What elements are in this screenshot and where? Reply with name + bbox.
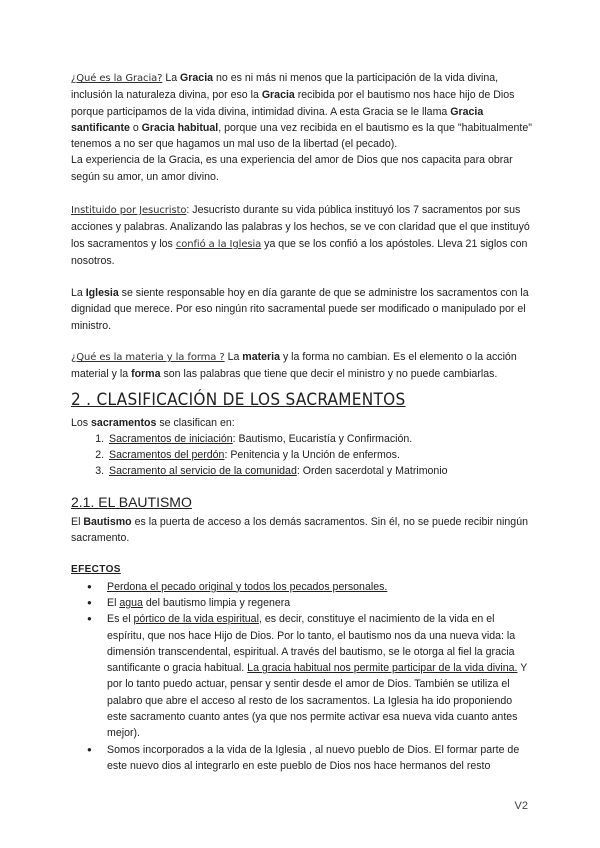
bold-term: sacramentos — [91, 416, 157, 429]
list-item-term: Sacramentos de iniciación — [109, 432, 233, 445]
text-run: recibida por el bautismo nos hace hijo de Dios porque participamos de la vida divina, intimidad divina. A esta Gracia se le llama — [71, 89, 515, 118]
bold-term: forma — [131, 368, 161, 381]
list-item-term: Sacramento al servicio de la comunidad — [109, 465, 297, 478]
text-run: El — [107, 596, 120, 609]
text-run: no es ni más ni menos que la participación de la vida divina, inclusión la naturaleza divina, por eso la — [71, 72, 499, 102]
materia-heading: ¿Qué es la materia y la forma ? — [71, 351, 225, 363]
text-run: es la puerta de acceso a los demás sacramentos. Sin él, no se puede recibir ningún sacramento. — [71, 515, 528, 545]
paragraph-clasificacion-intro — [71, 415, 533, 431]
section-heading-bautismo: 2.1. EL BAUTISMO — [71, 493, 192, 510]
list-item — [107, 447, 533, 463]
list-item-text: : Orden sacerdotal y Matrimonio — [296, 465, 448, 478]
list-item-text: : Penitencia y la Unción de enfermos. — [224, 449, 400, 462]
list-item-text: : Bautismo, Eucaristía y Confirmación. — [232, 432, 413, 445]
instituido-heading: Instituido por Jesucristo — [71, 205, 187, 217]
text-run: y la forma no cambian. Es el elemento o la acción material y la — [71, 350, 517, 381]
bold-term: Gracia habitual — [141, 121, 219, 134]
text-run: Y por lo tanto puedo actuar, pensar y sentir desde el amor de Dios. También se utiliza el palabro que abre el acceso al resto de los sacramentos. La Iglesia ha ido proponiendo este sacramento cuanto antes (ya que nos permite activar esa nueva vida cuanto antes mejor). — [107, 662, 528, 740]
text-run: ya que se los confió a los apóstoles. Lleva 21 siglos con nosotros. — [71, 238, 528, 268]
text-run: se siente responsable hoy en día garante de que se administre los sacramentos con la dignidad que merece. Por eso ningún rito sacramental puede ser modificado o manipulado por el ministro. — [71, 287, 529, 332]
list-item — [107, 579, 533, 595]
underlined-phrase: agua — [119, 596, 143, 609]
list-item-text: Perdona el pecado original y todos los pecados personales. — [107, 580, 388, 593]
page-footer-version: V2 — [514, 800, 528, 812]
bold-term: Gracia — [261, 89, 295, 102]
efectos-heading: EFECTOS — [71, 564, 121, 576]
text-run: se clasifican en: — [156, 416, 235, 429]
text-run: del bautismo limpia y regenera — [142, 596, 291, 609]
underlined-phrase: confió a la Iglesia — [175, 239, 262, 251]
bold-term: materia — [242, 350, 280, 363]
underlined-phrase: La gracia habitual nos permite participar de la vida divina. — [247, 662, 518, 675]
gracia-heading: ¿Qué es la Gracia? — [71, 73, 163, 84]
underlined-phrase: pórtico de la vida espiritual — [133, 613, 259, 626]
text-run: o — [129, 121, 142, 134]
bold-term: Iglesia — [85, 287, 119, 300]
bold-term: Gracia — [180, 72, 214, 84]
list-item-term: Sacramentos del perdón — [109, 449, 225, 462]
list-item-text: Somos incorporados a la vida de la Iglesia , al nuevo pueblo de Dios. El formar parte de este nuevo dios al integrarlo en este pueblo de Dios nos hace hermanos del resto — [107, 743, 520, 772]
list-item — [107, 611, 533, 741]
efectos-list — [71, 579, 533, 775]
text-run: Los — [71, 416, 92, 429]
text-run: son las palabras que tiene que decir el ministro y no puede cambiarlas. — [160, 368, 498, 381]
text-run: Es el — [107, 613, 134, 626]
paragraph-bautismo — [71, 514, 533, 547]
text-run: La — [71, 287, 86, 300]
paragraph-materia-forma — [71, 349, 533, 383]
page-content — [71, 70, 533, 774]
list-item — [107, 431, 533, 447]
text-run: La — [162, 72, 181, 84]
sacramentos-list — [71, 431, 533, 480]
paragraph-iglesia — [71, 285, 533, 334]
list-item — [107, 595, 533, 611]
list-item — [107, 742, 533, 775]
bold-term: Gracia santificante — [71, 105, 484, 134]
bold-term: Bautismo — [83, 515, 132, 528]
list-item — [107, 463, 533, 479]
text-run: El — [71, 515, 84, 528]
text-run: : Jesucristo durante su vida pública instituyó los 7 sacramentos por sus acciones y palabras. Analizando las palabras y los hechos, se ve con claridad que el que instituyó los sacramentos y los — [71, 204, 530, 251]
text-run: , porque una vez recibida en el bautismo es la que "habitualmente" tenemos a no ser que hagamos un mal uso de la libertad (el pecado). — [71, 121, 532, 151]
section-heading-clasificacion: 2 . CLASIFICACIÓN DE LOS SACRAMENTOS — [71, 389, 406, 410]
text-run: , es decir, constituye el nacimiento de la vida en el espíritu, que nos hace Hijo de Dios. Por lo tanto, el bautismo nos da una nueva vida: la dimensión transcendental, espiritual. A través del bautismo, se le otorga al fiel la gracia santificante o gracia habitual. — [107, 613, 516, 675]
paragraph-experiencia: La experiencia de la Gracia, es una experiencia del amor de Dios que nos capacita para obrar según su amor, un amor divino. — [71, 154, 513, 183]
paragraph-gracia — [71, 70, 533, 152]
paragraph-instituido — [71, 202, 533, 270]
text-run: La — [224, 350, 243, 363]
